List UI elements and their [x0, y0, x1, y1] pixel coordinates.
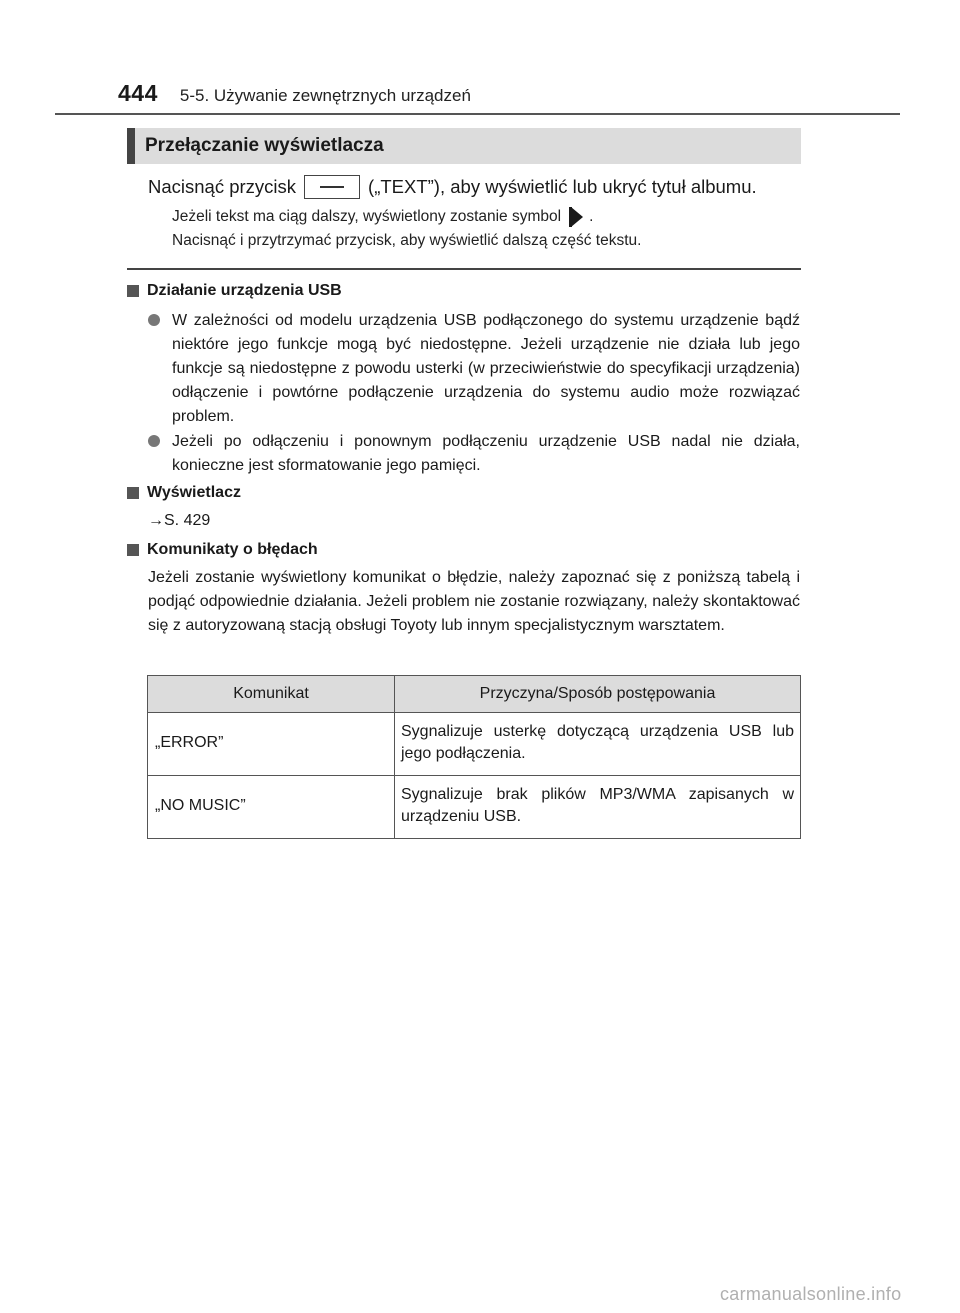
- instruction-line: [148, 174, 808, 200]
- table-header-cause: Przyczyna/Sposób postępowania: [395, 676, 801, 713]
- usb-bullet-2: [148, 430, 800, 478]
- round-bullet-icon: [148, 314, 160, 326]
- display-heading-text: Wyświetlacz: [147, 484, 241, 501]
- note-line-1: [172, 206, 812, 228]
- chapter-title: 5-5. Używanie zewnętrznych urządzeń: [179, 86, 471, 105]
- note-line-2: Nacisnąć i przytrzymać przycisk, aby wyświetlić dalszą część tekstu.: [172, 232, 642, 249]
- errors-paragraph: Jeżeli zostanie wyświetlony komunikat o błędzie, należy zapoznać się z poniższą tabelą i podjąć odpowiednie działania. Jeżeli problem nie zostanie rozwiązany, należy skontaktować się z autoryzowaną stacją obsługi Toyoty lub innym specjalistycznym warsztatem.: [148, 569, 800, 634]
- note-line-1-text: Jeżeli tekst ma ciąg dalszy, wyświetlony zostanie symbol: [172, 208, 562, 225]
- error-messages-table: [147, 675, 801, 839]
- usb-bullet-1-text: W zależności od modelu urządzenia USB podłączonego do systemu urządzenie bądź niektóre jego funkcje mogą być niedostępne. Jeżeli urządzenie nie działa lub jego funkcje są niedostępne z powodu usterki (w przeciwieństwie do specyfikacji urządzenia) odłączenie i powtórne podłączenie urządzenia do systemu audio może rozwiązać problem.: [172, 312, 800, 425]
- table-cell-cause: Sygnalizuje brak plików MP3/WMA zapisanych w urządzeniu USB.: [395, 776, 801, 839]
- errors-heading-text: Komunikaty o błędach: [147, 541, 318, 558]
- section-title-bar: [127, 128, 801, 164]
- note-line-1-end: .: [589, 208, 594, 225]
- usb-bullet-1: [148, 309, 800, 429]
- table-row: [148, 713, 801, 776]
- page-header: [118, 80, 471, 107]
- display-heading: [127, 484, 241, 502]
- usb-heading-text: Działanie urządzenia USB: [147, 282, 342, 299]
- instruction-after: („TEXT”), aby wyświetlić lub ukryć tytuł albumu.: [368, 176, 757, 197]
- instruction-before: Nacisnąć przycisk: [148, 176, 297, 197]
- header-divider: [55, 113, 900, 115]
- square-bullet-icon: [127, 544, 139, 556]
- continuation-arrow-icon: [569, 207, 583, 227]
- square-bullet-icon: [127, 487, 139, 499]
- table-header-row: [148, 676, 801, 713]
- usb-bullet-2-text: Jeżeli po odłączeniu i ponownym podłączeniu urządzenie USB nadal nie działa, konieczne jest sformatowanie jego pamięci.: [172, 433, 800, 474]
- watermark: carmanualsonline.info: [720, 1284, 902, 1304]
- table-cell-message: „NO MUSIC”: [148, 776, 395, 839]
- page-reference: →S. 429: [148, 512, 211, 529]
- section-bar-accent: [127, 128, 135, 164]
- table-row: [148, 776, 801, 839]
- table-cell-cause: Sygnalizuje usterkę dotyczącą urządzenia USB lub jego podłączenia.: [395, 713, 801, 776]
- text-button-icon: [304, 175, 360, 199]
- page-number: 444: [118, 80, 158, 106]
- usb-heading: [127, 282, 342, 300]
- round-bullet-icon: [148, 435, 160, 447]
- table-cell-message: „ERROR”: [148, 713, 395, 776]
- errors-heading: [127, 541, 318, 559]
- table-header-message: Komunikat: [148, 676, 395, 713]
- section-divider: [127, 268, 801, 270]
- square-bullet-icon: [127, 285, 139, 297]
- section-title: Przełączanie wyświetlacza: [145, 135, 384, 156]
